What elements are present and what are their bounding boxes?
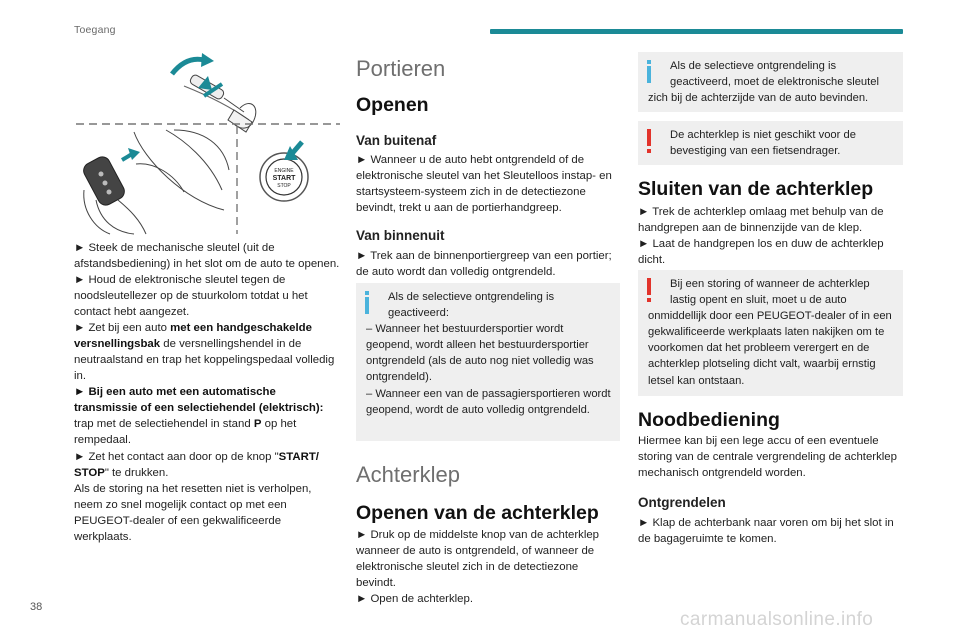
paragraph-van-buitenaf: ► Wanneer u de auto hebt ontgrendeld of de elektronische sleutel van het Sleutelloos instap- en startsysteem-systeem zich in de detectiezone bevindt, trekt u aan de portierhandgreep. xyxy=(356,154,612,215)
engine-label: ENGINE xyxy=(274,168,294,174)
left-paragraph-5 xyxy=(74,449,342,481)
bold-segment: P xyxy=(253,418,262,431)
note-body-text: onmiddellijk door een PEUGEOT-dealer of in een gekwalificeerde werkplaats laten nakijken om te voorkomen dat het probleem verergert en de achterklep plotseling dicht valt, waarbij ernstig letsel kan ontstaan. xyxy=(648,310,892,387)
text-segment: op het rempedaal. xyxy=(74,418,297,447)
left-paragraph-3 xyxy=(74,320,342,384)
text-segment: de versnellingshendel in de neutraalstand en trap het koppelingspedaal volledig in. xyxy=(74,338,335,383)
note-body-text: zich bij de achterzijde van de auto bevinden. xyxy=(648,92,869,105)
paragraph-van-binnenuit: ► Trek aan de binnenportiergreep van een portier; de auto wordt dan volledig ontgrendeld. xyxy=(356,250,612,279)
note-lead-text: Bij een storing of wanneer de achterklep lastig opent en sluit, moet u de auto xyxy=(670,278,870,307)
heading-ontgrendelen: Ontgrendelen xyxy=(638,495,726,510)
heading-van-buitenaf: Van buitenaf xyxy=(356,133,437,148)
text-segment: " te drukken. xyxy=(104,467,169,480)
left-paragraph-4 xyxy=(74,384,342,448)
text-segment: ► Zet het contact aan door op de knop " xyxy=(74,451,279,463)
page-number: 38 xyxy=(30,601,43,613)
text-segment: ► Zet bij een auto xyxy=(74,322,171,334)
heading-openen-achterklep: Openen van de achterklep xyxy=(356,502,599,524)
paragraph-sluiten-achterklep: ► Trek de achterklep omlaag met behulp van de handgrepen aan de binnenzijde van de klep. ► Laat de handgrepen los en duw de achterklep dicht. xyxy=(638,206,884,267)
chapter-title-achterklep: Achterklep xyxy=(356,462,460,487)
paragraph-ontgrendelen: ► Klap de achterbank naar voren om bij het slot in de bagageruimte te komen. xyxy=(638,517,894,546)
header-accent-bar xyxy=(490,29,903,34)
bold-segment: ► Bij een auto met een automatische transmissie of een selectiehendel (elektrisch): xyxy=(74,386,324,415)
info-note-sleutel-achterzijde xyxy=(638,52,903,112)
note-lead-text: De achterklep is niet geschikt voor de bevestiging van een fietsendrager. xyxy=(670,129,856,158)
chapter-title-portieren: Portieren xyxy=(356,56,446,81)
start-stop-button-icon xyxy=(260,142,308,201)
text-segment: trap met de selectiehendel in stand xyxy=(74,418,254,431)
note-lead-text: Als de selectieve ontgrendeling is geactiveerd, moet de elektronische sleutel xyxy=(670,60,879,89)
note-body-text: – Wanneer het bestuurdersportier wordt geopend, wordt alleen het bestuurdersportier ontgrendeld (als de auto nog niet volledig was ontgrendeld). – Wanneer een van de passagiersportieren wordt geopend, wordt de auto volledig ontgrendeld. xyxy=(366,323,611,416)
warning-note-storing-achterklep xyxy=(638,270,903,396)
watermark: carmanualsonline.info xyxy=(680,609,874,630)
procedure-illustration xyxy=(74,50,342,236)
heading-openen: Openen xyxy=(356,94,429,116)
section-header: Toegang xyxy=(74,24,116,36)
info-note-selectieve-ontgrendeling xyxy=(356,283,620,441)
left-paragraph-6: Als de storing na het resetten niet is verholpen, neem zo snel mogelijk contact op met een PEUGEOT-dealer of een gekwalificeerde werkplaats. xyxy=(74,483,312,544)
left-paragraph-2: ► Houd de elektronische sleutel tegen de noodsleutellezer op de stuurkolom totdat u het contact hebt aangezet. xyxy=(74,274,308,319)
stop-label: STOP xyxy=(277,183,291,189)
heading-sluiten-achterklep: Sluiten van de achterklep xyxy=(638,178,874,200)
smart-key-icon xyxy=(81,130,229,234)
heading-noodbediening: Noodbediening xyxy=(638,409,780,431)
warning-note-fietsendrager xyxy=(638,121,903,165)
paragraph-openen-achterklep: ► Druk op de middelste knop van de achterklep wanneer de auto is ontgrendeld, of wanneer de elektronische sleutel zich in de detectiezone bevindt. ► Open de achterklep. xyxy=(356,529,600,606)
left-paragraph-1: ► Steek de mechanische sleutel (uit de afstandsbediening) in het slot om de auto te openen. xyxy=(74,242,340,271)
paragraph-noodbediening: Hiermee kan bij een lege accu of een eventuele storing van de centrale vergrendeling de achterklep mechanisch ontgrendeld worden. xyxy=(638,435,897,480)
bold-segment: START/ STOP xyxy=(74,451,319,480)
note-lead-text: Als de selectieve ontgrendeling is geactiveerd: xyxy=(388,291,555,320)
heading-van-binnenuit: Van binnenuit xyxy=(356,228,445,243)
start-label: START xyxy=(272,175,296,182)
key-insert-icon xyxy=(172,53,256,132)
bold-segment: met een handgeschakelde versnellingsbak xyxy=(74,322,312,351)
